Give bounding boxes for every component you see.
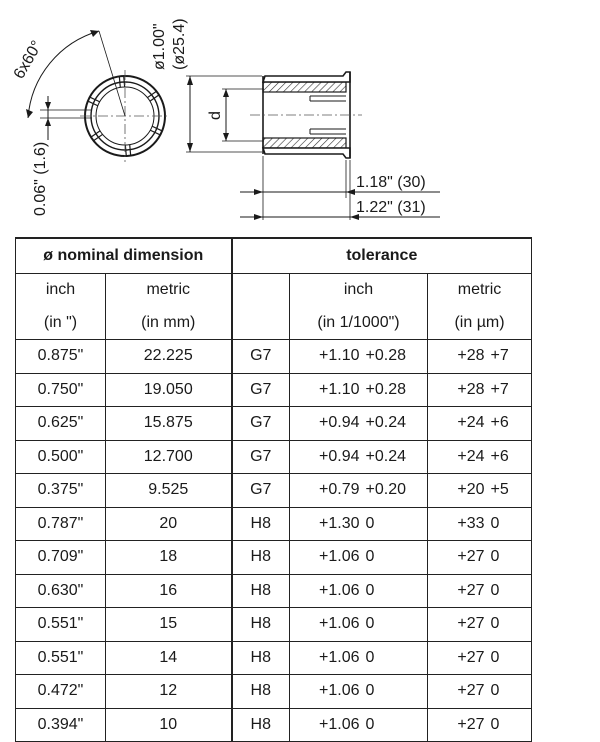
tolerance-metric-lower: +7	[490, 380, 509, 398]
nominal-inch-cell: 0.551"	[16, 608, 106, 642]
nominal-metric-cell: 22.225	[106, 340, 232, 374]
table-row	[16, 608, 532, 642]
fit-class-cell: G7	[232, 440, 290, 474]
table-row	[16, 574, 532, 608]
group-header-row	[16, 238, 532, 274]
table-row	[16, 440, 532, 474]
tolerance-inch-lower: 0	[365, 615, 375, 633]
sub-header-row	[16, 274, 532, 307]
slot-edge	[130, 145, 131, 156]
tolerance-inch-upper: +1.06	[319, 715, 360, 733]
tolerance-metric-upper: +27	[457, 581, 485, 599]
tolerance-metric-upper: +27	[457, 548, 485, 566]
nominal-inch-cell: 0.787"	[16, 507, 106, 541]
tolerance-metric-upper: +27	[457, 715, 485, 733]
nominal-inch-cell: 0.472"	[16, 675, 106, 709]
tolerance-inch-lower: 0	[365, 715, 375, 733]
fit-class-unit-header	[232, 307, 290, 340]
tolerance-metric-upper: +20	[457, 481, 485, 499]
fit-class-cell: G7	[232, 474, 290, 508]
tolerance-metric-cell	[428, 440, 532, 474]
fit-class-cell: H8	[232, 708, 290, 742]
tolerance-metric-cell	[428, 574, 532, 608]
nominal-metric-cell: 16	[106, 574, 232, 608]
table-row	[16, 641, 532, 675]
tolerance-metric-cell	[428, 641, 532, 675]
tolerance-inch-lower: 0	[365, 514, 375, 532]
tolerance-metric-cell	[428, 507, 532, 541]
nominal-dimension-header: ø nominal dimension	[16, 238, 232, 274]
metric-unit-header: (in mm)	[106, 307, 232, 340]
table-row	[16, 474, 532, 508]
tolerance-inch-lower: +0.20	[365, 481, 406, 499]
tolerance-metric-upper: +27	[457, 615, 485, 633]
tolerance-inch-cell	[290, 708, 428, 742]
tolerance-inch-upper: +1.10	[319, 380, 360, 398]
fit-class-header	[232, 274, 290, 307]
tolerance-inch-lower: +0.24	[365, 447, 406, 465]
tolerance-inch-cell	[290, 507, 428, 541]
tolerance-inch-cell	[290, 340, 428, 374]
nominal-inch-cell: 0.750"	[16, 373, 106, 407]
tolerance-metric-upper: +27	[457, 682, 485, 700]
tolerance-inch-cell	[290, 373, 428, 407]
tolerance-metric-upper: +27	[457, 648, 485, 666]
chamfer-dimension	[32, 96, 92, 216]
fit-class-cell: G7	[232, 373, 290, 407]
tolerance-metric-upper: +24	[457, 414, 485, 432]
length-short-label: 1.18" (30)	[356, 174, 426, 191]
chamfer-label: 0.06" (1.6)	[32, 141, 49, 216]
fit-class-cell: H8	[232, 641, 290, 675]
inch-unit-header: (in ")	[16, 307, 106, 340]
fit-class-cell: H8	[232, 507, 290, 541]
metric-header: metric	[106, 274, 232, 307]
tolerance-inch-unit-header: (in 1/1000")	[290, 307, 428, 340]
tolerance-metric-header: metric	[428, 274, 532, 307]
tolerance-metric-lower: 0	[490, 715, 500, 733]
length-dimensions	[240, 156, 440, 220]
nominal-inch-cell: 0.625"	[16, 407, 106, 441]
table-row	[16, 708, 532, 742]
tolerance-metric-cell	[428, 474, 532, 508]
slot-edge	[125, 145, 126, 156]
nominal-metric-cell: 20	[106, 507, 232, 541]
tolerance-metric-cell	[428, 340, 532, 374]
tolerance-metric-upper: +33	[457, 514, 485, 532]
slot-edge	[119, 76, 120, 87]
tolerance-header: tolerance	[232, 238, 532, 274]
tolerance-metric-lower: 0	[490, 514, 500, 532]
table-row	[16, 407, 532, 441]
slot-edge	[124, 76, 125, 87]
tolerance-inch-lower: +0.28	[365, 380, 406, 398]
unit-header-row	[16, 307, 532, 340]
tolerance-inch-cell	[290, 474, 428, 508]
tolerance-metric-lower: 0	[490, 648, 500, 666]
nominal-metric-cell: 14	[106, 641, 232, 675]
nominal-inch-cell: 0.394"	[16, 708, 106, 742]
tolerance-inch-cell	[290, 641, 428, 675]
fit-class-cell: H8	[232, 675, 290, 709]
bushing-technical-drawing	[0, 0, 600, 232]
tolerance-inch-lower: +0.24	[365, 414, 406, 432]
tolerance-metric-upper: +28	[457, 380, 485, 398]
tolerance-inch-lower: +0.28	[365, 347, 406, 365]
table-row	[16, 675, 532, 709]
tolerance-metric-lower: +6	[490, 447, 509, 465]
tolerance-metric-lower: +7	[490, 347, 509, 365]
tolerance-metric-cell	[428, 373, 532, 407]
tolerance-inch-upper: +1.06	[319, 648, 360, 666]
nominal-metric-cell: 10	[106, 708, 232, 742]
tolerance-inch-cell	[290, 541, 428, 575]
nominal-inch-cell: 0.875"	[16, 340, 106, 374]
fit-class-cell: H8	[232, 608, 290, 642]
tolerance-metric-lower: 0	[490, 581, 500, 599]
tolerance-metric-lower: 0	[490, 615, 500, 633]
tolerance-inch-lower: 0	[365, 548, 375, 566]
tolerance-inch-header: inch	[290, 274, 428, 307]
tolerance-inch-upper: +1.06	[319, 682, 360, 700]
tolerance-inch-cell	[290, 440, 428, 474]
tolerance-metric-lower: 0	[490, 548, 500, 566]
nominal-inch-cell: 0.375"	[16, 474, 106, 508]
nominal-metric-cell: 12.700	[106, 440, 232, 474]
nominal-metric-cell: 12	[106, 675, 232, 709]
table-row	[16, 541, 532, 575]
tolerance-metric-cell	[428, 541, 532, 575]
tolerance-metric-cell	[428, 407, 532, 441]
tolerance-inch-upper: +0.79	[319, 481, 360, 499]
tolerance-inch-upper: +1.06	[319, 548, 360, 566]
fit-class-cell: H8	[232, 541, 290, 575]
nominal-inch-cell: 0.709"	[16, 541, 106, 575]
side-section-view	[250, 72, 362, 158]
tolerance-inch-cell	[290, 608, 428, 642]
angle-dimension	[11, 30, 125, 118]
tolerance-metric-upper: +24	[457, 447, 485, 465]
tolerance-metric-lower: +5	[490, 481, 509, 499]
fit-class-cell: G7	[232, 407, 290, 441]
table-row	[16, 373, 532, 407]
inch-header: inch	[16, 274, 106, 307]
tolerance-inch-cell	[290, 407, 428, 441]
bore-label: d	[207, 111, 224, 120]
length-long-label: 1.22" (31)	[356, 199, 426, 216]
tolerance-inch-lower: 0	[365, 682, 375, 700]
tolerance-inch-upper: +1.30	[319, 514, 360, 532]
nominal-metric-cell: 18	[106, 541, 232, 575]
tolerance-inch-cell	[290, 675, 428, 709]
tolerance-inch-upper: +0.94	[319, 447, 360, 465]
tolerance-inch-lower: 0	[365, 648, 375, 666]
angle-label: 6x60°	[10, 37, 47, 82]
tolerance-metric-lower: +6	[490, 414, 509, 432]
nominal-metric-cell: 9.525	[106, 474, 232, 508]
tolerance-metric-unit-header: (in µm)	[428, 307, 532, 340]
outer-diameter-metric-label: (ø25.4)	[171, 18, 188, 70]
tolerance-inch-upper: +1.06	[319, 581, 360, 599]
nominal-inch-cell: 0.630"	[16, 574, 106, 608]
nominal-metric-cell: 19.050	[106, 373, 232, 407]
tolerance-inch-cell	[290, 574, 428, 608]
tolerance-inch-upper: +0.94	[319, 414, 360, 432]
tolerance-metric-lower: 0	[490, 682, 500, 700]
outer-diameter-dimension	[151, 18, 262, 152]
nominal-metric-cell: 15	[106, 608, 232, 642]
tolerance-metric-cell	[428, 608, 532, 642]
tolerance-inch-upper: +1.06	[319, 615, 360, 633]
outer-diameter-label: ø1.00"	[151, 23, 168, 70]
nominal-inch-cell: 0.500"	[16, 440, 106, 474]
nominal-inch-cell: 0.551"	[16, 641, 106, 675]
tolerance-metric-cell	[428, 675, 532, 709]
fit-class-cell: G7	[232, 340, 290, 374]
tolerance-metric-upper: +28	[457, 347, 485, 365]
nominal-metric-cell: 15.875	[106, 407, 232, 441]
table-row	[16, 340, 532, 374]
tolerance-table	[15, 237, 532, 742]
tolerance-inch-lower: 0	[365, 581, 375, 599]
tolerance-inch-upper: +1.10	[319, 347, 360, 365]
tolerance-metric-cell	[428, 708, 532, 742]
fit-class-cell: H8	[232, 574, 290, 608]
table-row	[16, 507, 532, 541]
